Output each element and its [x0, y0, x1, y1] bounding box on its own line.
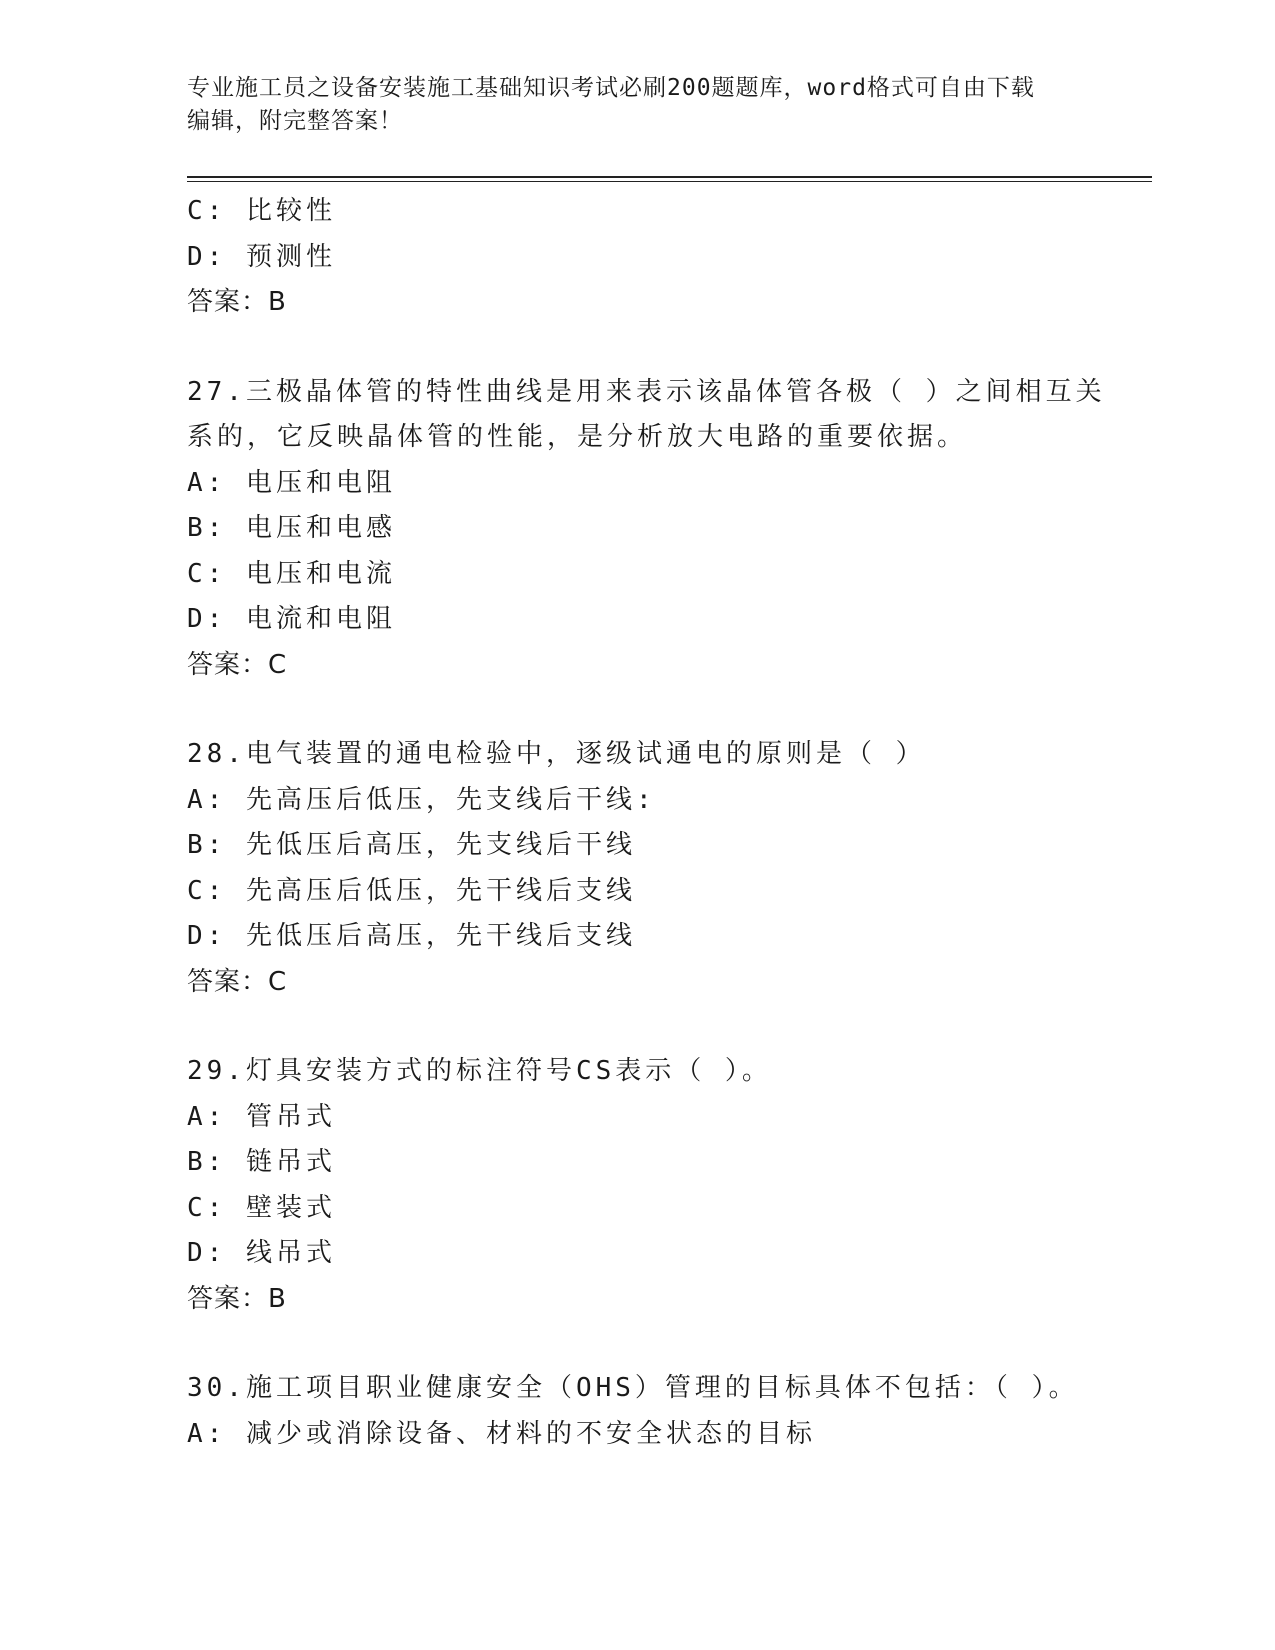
question-list — [187, 189, 1127, 1457]
option-c: C: 先高压后低压，先干线后支线 — [187, 875, 636, 906]
option-b: B: 链吊式 — [187, 1147, 336, 1177]
option-c: C: 电压和电流 — [187, 558, 396, 589]
option-a: A: 先高压后低压，先支线后干线: — [187, 784, 656, 815]
option-d: D: 预测性 — [187, 241, 336, 272]
answer-line: 答案：B — [187, 1283, 287, 1314]
question-30 — [187, 1366, 1127, 1457]
header-divider-thin — [187, 181, 1152, 182]
option-b: B: 电压和电感 — [187, 513, 396, 543]
option-a: A: 减少或消除设备、材料的不安全状态的目标 — [187, 1418, 816, 1449]
question-stem: 27.三极晶体管的特性曲线是用来表示该晶体管各极（ ）之间相互关 — [187, 376, 1106, 407]
question-stem: 30.施工项目职业健康安全（OHS）管理的目标具体不包括：（ ）。 — [187, 1373, 1079, 1403]
option-b: B: 先低压后高压，先支线后干线 — [187, 830, 636, 860]
header-line-1: 专业施工员之设备安装施工基础知识考试必刷200题题库，word格式可自由下载 — [187, 75, 1035, 101]
question-stem: 28.电气装置的通电检验中，逐级试通电的原则是（ ） — [187, 739, 926, 769]
answer-line: 答案：C — [187, 966, 288, 997]
question-stem: 29.灯具安装方式的标注符号CS表示（ ）。 — [187, 1056, 772, 1086]
option-c: C: 比较性 — [187, 196, 336, 226]
header-line-2: 编辑，附完整答案！ — [187, 108, 403, 134]
option-c: C: 壁装式 — [187, 1192, 336, 1223]
option-d: D: 电流和电阻 — [187, 604, 396, 634]
question-28 — [187, 732, 1127, 1005]
option-d: D: 先低压后高压，先干线后支线 — [187, 921, 636, 951]
question-27 — [187, 370, 1127, 689]
document-header — [187, 72, 1087, 138]
question-29 — [187, 1049, 1127, 1322]
option-a: A: 电压和电阻 — [187, 467, 396, 498]
option-a: A: 管吊式 — [187, 1101, 336, 1132]
header-divider-thick — [187, 176, 1152, 178]
answer-line: 答案：B — [187, 287, 287, 317]
answer-line: 答案：C — [187, 649, 288, 680]
question-26-tail — [187, 189, 1127, 326]
question-stem: 系的，它反映晶体管的性能，是分析放大电路的重要依据。 — [187, 422, 968, 452]
option-d: D: 线吊式 — [187, 1238, 336, 1268]
